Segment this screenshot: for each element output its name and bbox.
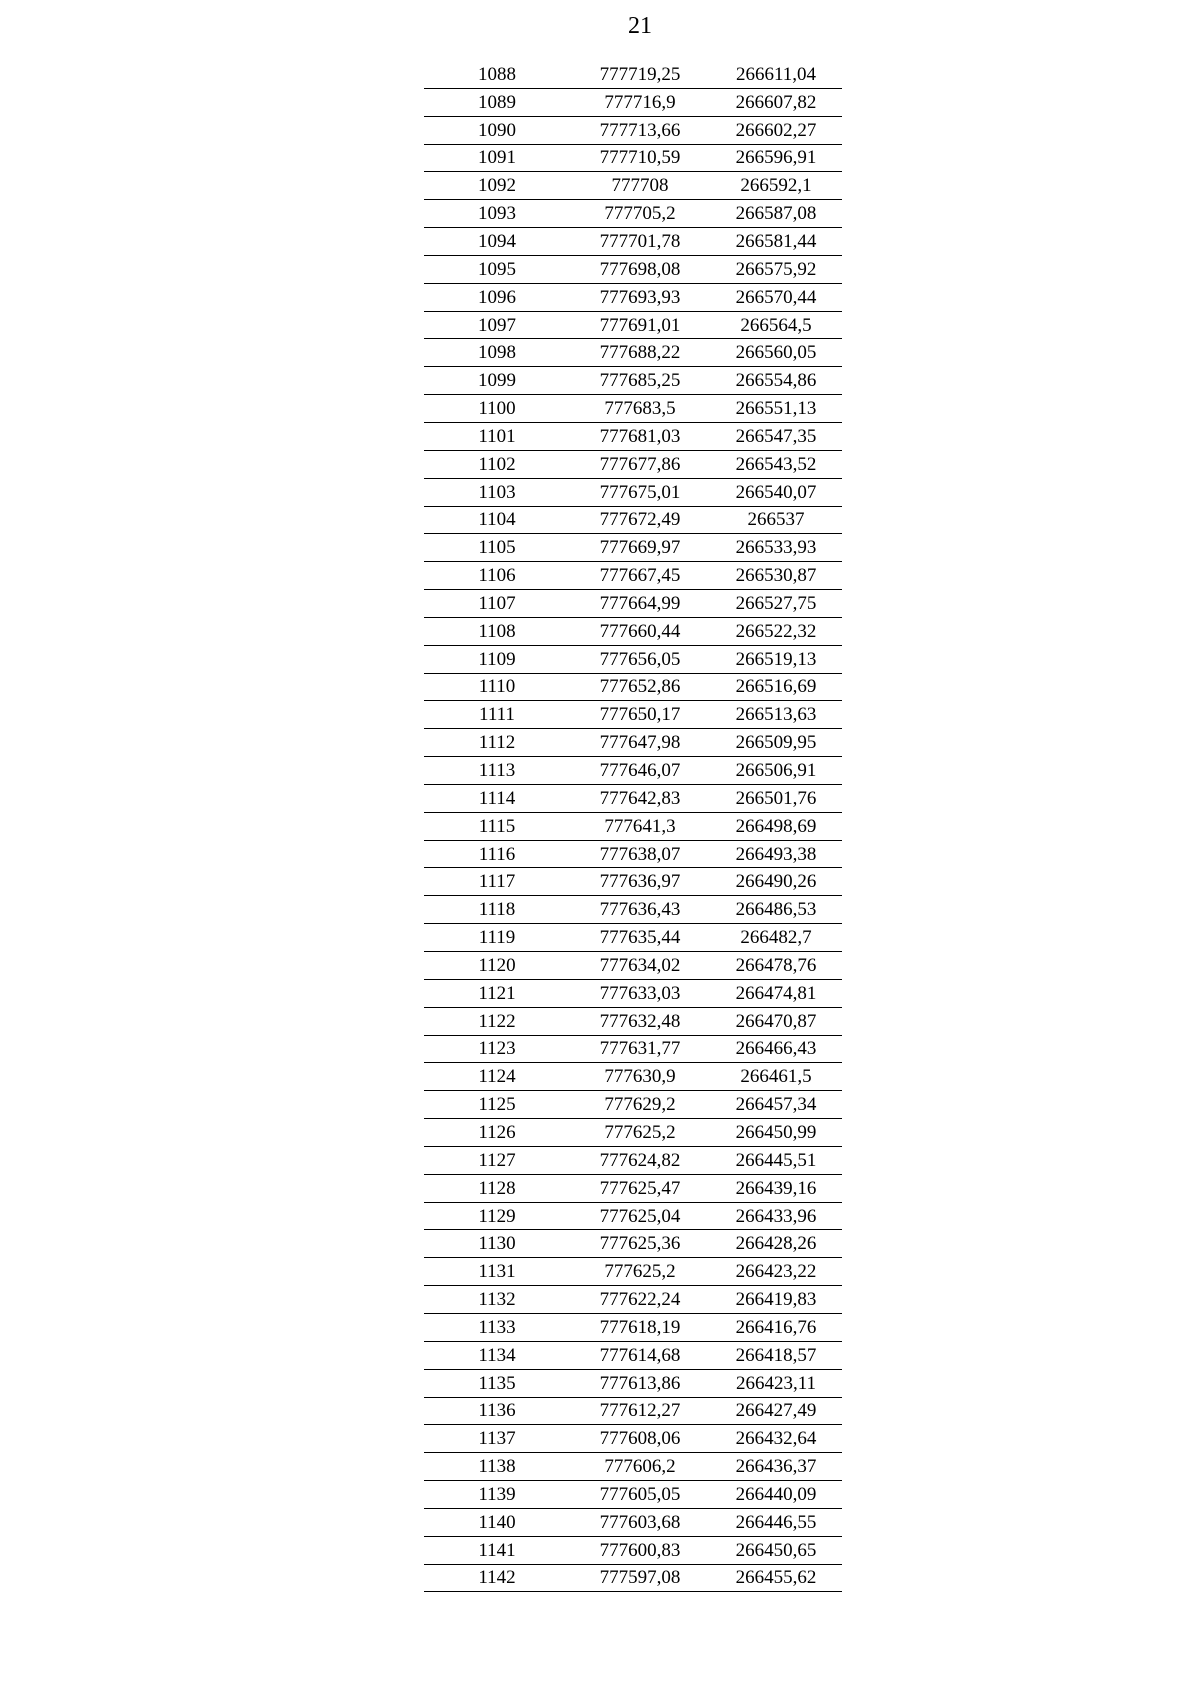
point-number-cell: 1140	[424, 1508, 570, 1536]
y-coordinate-cell: 266470,87	[710, 1007, 842, 1035]
table-row	[424, 673, 842, 701]
x-coordinate-cell: 777708	[570, 172, 710, 200]
point-number-cell: 1103	[424, 478, 570, 506]
point-number-cell: 1127	[424, 1146, 570, 1174]
coordinates-table	[424, 61, 842, 1592]
point-number-cell: 1126	[424, 1119, 570, 1147]
table-row	[424, 784, 842, 812]
y-coordinate-cell: 266418,57	[710, 1341, 842, 1369]
point-number-cell: 1142	[424, 1564, 570, 1592]
point-number-cell: 1131	[424, 1258, 570, 1286]
y-coordinate-cell: 266587,08	[710, 200, 842, 228]
y-coordinate-cell: 266537	[710, 506, 842, 534]
table-row	[424, 311, 842, 339]
table-row	[424, 701, 842, 729]
point-number-cell: 1092	[424, 172, 570, 200]
point-number-cell: 1135	[424, 1369, 570, 1397]
y-coordinate-cell: 266581,44	[710, 228, 842, 256]
x-coordinate-cell: 777656,05	[570, 645, 710, 673]
table-row	[424, 868, 842, 896]
x-coordinate-cell: 777664,99	[570, 590, 710, 618]
table-row	[424, 1063, 842, 1091]
point-number-cell: 1109	[424, 645, 570, 673]
y-coordinate-cell: 266506,91	[710, 757, 842, 785]
x-coordinate-cell: 777713,66	[570, 116, 710, 144]
point-number-cell: 1105	[424, 534, 570, 562]
y-coordinate-cell: 266445,51	[710, 1146, 842, 1174]
y-coordinate-cell: 266575,92	[710, 255, 842, 283]
y-coordinate-cell: 266501,76	[710, 784, 842, 812]
table-row	[424, 590, 842, 618]
point-number-cell: 1118	[424, 896, 570, 924]
x-coordinate-cell: 777691,01	[570, 311, 710, 339]
page-number: 21	[628, 13, 652, 39]
y-coordinate-cell: 266427,49	[710, 1397, 842, 1425]
point-number-cell: 1123	[424, 1035, 570, 1063]
y-coordinate-cell: 266530,87	[710, 562, 842, 590]
y-coordinate-cell: 266611,04	[710, 61, 842, 88]
x-coordinate-cell: 777716,9	[570, 88, 710, 116]
y-coordinate-cell: 266522,32	[710, 617, 842, 645]
y-coordinate-cell: 266543,52	[710, 450, 842, 478]
table-row	[424, 1035, 842, 1063]
x-coordinate-cell: 777634,02	[570, 952, 710, 980]
table-row	[424, 1202, 842, 1230]
table-row	[424, 896, 842, 924]
x-coordinate-cell: 777636,43	[570, 896, 710, 924]
point-number-cell: 1130	[424, 1230, 570, 1258]
x-coordinate-cell: 777698,08	[570, 255, 710, 283]
table-row	[424, 1481, 842, 1509]
y-coordinate-cell: 266423,22	[710, 1258, 842, 1286]
x-coordinate-cell: 777701,78	[570, 228, 710, 256]
table-row	[424, 1564, 842, 1592]
y-coordinate-cell: 266486,53	[710, 896, 842, 924]
table-row	[424, 952, 842, 980]
x-coordinate-cell: 777636,97	[570, 868, 710, 896]
point-number-cell: 1122	[424, 1007, 570, 1035]
point-number-cell: 1132	[424, 1286, 570, 1314]
x-coordinate-cell: 777705,2	[570, 200, 710, 228]
table-row	[424, 729, 842, 757]
table-row	[424, 617, 842, 645]
point-number-cell: 1106	[424, 562, 570, 590]
table-row	[424, 1369, 842, 1397]
point-number-cell: 1129	[424, 1202, 570, 1230]
y-coordinate-cell: 266516,69	[710, 673, 842, 701]
y-coordinate-cell: 266560,05	[710, 339, 842, 367]
x-coordinate-cell: 777683,5	[570, 395, 710, 423]
point-number-cell: 1100	[424, 395, 570, 423]
x-coordinate-cell: 777685,25	[570, 367, 710, 395]
x-coordinate-cell: 777642,83	[570, 784, 710, 812]
table-row	[424, 812, 842, 840]
table-row	[424, 1007, 842, 1035]
y-coordinate-cell: 266554,86	[710, 367, 842, 395]
table-row	[424, 1341, 842, 1369]
point-number-cell: 1102	[424, 450, 570, 478]
point-number-cell: 1104	[424, 506, 570, 534]
point-number-cell: 1116	[424, 840, 570, 868]
point-number-cell: 1095	[424, 255, 570, 283]
point-number-cell: 1121	[424, 979, 570, 1007]
y-coordinate-cell: 266493,38	[710, 840, 842, 868]
point-number-cell: 1089	[424, 88, 570, 116]
x-coordinate-cell: 777625,2	[570, 1258, 710, 1286]
table-row	[424, 144, 842, 172]
x-coordinate-cell: 777681,03	[570, 422, 710, 450]
y-coordinate-cell: 266439,16	[710, 1174, 842, 1202]
table-row	[424, 61, 842, 88]
y-coordinate-cell: 266457,34	[710, 1091, 842, 1119]
x-coordinate-cell: 777669,97	[570, 534, 710, 562]
table-row	[424, 924, 842, 952]
y-coordinate-cell: 266547,35	[710, 422, 842, 450]
table-row	[424, 478, 842, 506]
x-coordinate-cell: 777624,82	[570, 1146, 710, 1174]
y-coordinate-cell: 266570,44	[710, 283, 842, 311]
point-number-cell: 1097	[424, 311, 570, 339]
y-coordinate-cell: 266450,65	[710, 1536, 842, 1564]
y-coordinate-cell: 266596,91	[710, 144, 842, 172]
x-coordinate-cell: 777622,24	[570, 1286, 710, 1314]
table-row	[424, 1119, 842, 1147]
y-coordinate-cell: 266433,96	[710, 1202, 842, 1230]
table-row	[424, 116, 842, 144]
x-coordinate-cell: 777597,08	[570, 1564, 710, 1592]
y-coordinate-cell: 266455,62	[710, 1564, 842, 1592]
y-coordinate-cell: 266551,13	[710, 395, 842, 423]
point-number-cell: 1112	[424, 729, 570, 757]
x-coordinate-cell: 777646,07	[570, 757, 710, 785]
table-row	[424, 200, 842, 228]
y-coordinate-cell: 266423,11	[710, 1369, 842, 1397]
point-number-cell: 1120	[424, 952, 570, 980]
table-row	[424, 1425, 842, 1453]
table-row	[424, 1091, 842, 1119]
point-number-cell: 1107	[424, 590, 570, 618]
x-coordinate-cell: 777647,98	[570, 729, 710, 757]
table-row	[424, 1146, 842, 1174]
x-coordinate-cell: 777612,27	[570, 1397, 710, 1425]
x-coordinate-cell: 777629,2	[570, 1091, 710, 1119]
point-number-cell: 1125	[424, 1091, 570, 1119]
x-coordinate-cell: 777600,83	[570, 1536, 710, 1564]
y-coordinate-cell: 266446,55	[710, 1508, 842, 1536]
table-row	[424, 88, 842, 116]
point-number-cell: 1096	[424, 283, 570, 311]
point-number-cell: 1101	[424, 422, 570, 450]
y-coordinate-cell: 266436,37	[710, 1453, 842, 1481]
x-coordinate-cell: 777618,19	[570, 1313, 710, 1341]
x-coordinate-cell: 777667,45	[570, 562, 710, 590]
point-number-cell: 1134	[424, 1341, 570, 1369]
table-row	[424, 1313, 842, 1341]
table-row	[424, 562, 842, 590]
y-coordinate-cell: 266419,83	[710, 1286, 842, 1314]
x-coordinate-cell: 777675,01	[570, 478, 710, 506]
y-coordinate-cell: 266527,75	[710, 590, 842, 618]
x-coordinate-cell: 777613,86	[570, 1369, 710, 1397]
x-coordinate-cell: 777719,25	[570, 61, 710, 88]
x-coordinate-cell: 777625,2	[570, 1119, 710, 1147]
y-coordinate-cell: 266498,69	[710, 812, 842, 840]
table-row	[424, 1397, 842, 1425]
table-row	[424, 228, 842, 256]
point-number-cell: 1138	[424, 1453, 570, 1481]
x-coordinate-cell: 777608,06	[570, 1425, 710, 1453]
y-coordinate-cell: 266474,81	[710, 979, 842, 1007]
table-row	[424, 757, 842, 785]
table-row	[424, 1453, 842, 1481]
y-coordinate-cell: 266533,93	[710, 534, 842, 562]
x-coordinate-cell: 777710,59	[570, 144, 710, 172]
y-coordinate-cell: 266478,76	[710, 952, 842, 980]
table-row	[424, 367, 842, 395]
table-row	[424, 395, 842, 423]
y-coordinate-cell: 266461,5	[710, 1063, 842, 1091]
y-coordinate-cell: 266564,5	[710, 311, 842, 339]
point-number-cell: 1137	[424, 1425, 570, 1453]
x-coordinate-cell: 777614,68	[570, 1341, 710, 1369]
table-row	[424, 450, 842, 478]
y-coordinate-cell: 266607,82	[710, 88, 842, 116]
point-number-cell: 1088	[424, 61, 570, 88]
point-number-cell: 1091	[424, 144, 570, 172]
table-row	[424, 1536, 842, 1564]
x-coordinate-cell: 777677,86	[570, 450, 710, 478]
table-row	[424, 979, 842, 1007]
table-row	[424, 1286, 842, 1314]
table-row	[424, 255, 842, 283]
table-row	[424, 339, 842, 367]
point-number-cell: 1094	[424, 228, 570, 256]
table-row	[424, 1174, 842, 1202]
x-coordinate-cell: 777632,48	[570, 1007, 710, 1035]
x-coordinate-cell: 777633,03	[570, 979, 710, 1007]
table-row	[424, 1258, 842, 1286]
x-coordinate-cell: 777625,36	[570, 1230, 710, 1258]
x-coordinate-cell: 777641,3	[570, 812, 710, 840]
y-coordinate-cell: 266440,09	[710, 1481, 842, 1509]
x-coordinate-cell: 777638,07	[570, 840, 710, 868]
point-number-cell: 1119	[424, 924, 570, 952]
table-row	[424, 534, 842, 562]
y-coordinate-cell: 266540,07	[710, 478, 842, 506]
point-number-cell: 1115	[424, 812, 570, 840]
point-number-cell: 1117	[424, 868, 570, 896]
point-number-cell: 1090	[424, 116, 570, 144]
table-row	[424, 283, 842, 311]
table-row	[424, 840, 842, 868]
point-number-cell: 1141	[424, 1536, 570, 1564]
y-coordinate-cell: 266509,95	[710, 729, 842, 757]
x-coordinate-cell: 777635,44	[570, 924, 710, 952]
x-coordinate-cell: 777625,47	[570, 1174, 710, 1202]
y-coordinate-cell: 266416,76	[710, 1313, 842, 1341]
point-number-cell: 1136	[424, 1397, 570, 1425]
table-row	[424, 1230, 842, 1258]
y-coordinate-cell: 266432,64	[710, 1425, 842, 1453]
x-coordinate-cell: 777688,22	[570, 339, 710, 367]
point-number-cell: 1099	[424, 367, 570, 395]
y-coordinate-cell: 266602,27	[710, 116, 842, 144]
x-coordinate-cell: 777693,93	[570, 283, 710, 311]
x-coordinate-cell: 777672,49	[570, 506, 710, 534]
y-coordinate-cell: 266513,63	[710, 701, 842, 729]
x-coordinate-cell: 777660,44	[570, 617, 710, 645]
point-number-cell: 1108	[424, 617, 570, 645]
y-coordinate-cell: 266490,26	[710, 868, 842, 896]
y-coordinate-cell: 266519,13	[710, 645, 842, 673]
y-coordinate-cell: 266450,99	[710, 1119, 842, 1147]
x-coordinate-cell: 777631,77	[570, 1035, 710, 1063]
x-coordinate-cell: 777606,2	[570, 1453, 710, 1481]
x-coordinate-cell: 777625,04	[570, 1202, 710, 1230]
point-number-cell: 1113	[424, 757, 570, 785]
coordinates-table-body	[424, 61, 842, 1592]
x-coordinate-cell: 777650,17	[570, 701, 710, 729]
table-row	[424, 645, 842, 673]
point-number-cell: 1133	[424, 1313, 570, 1341]
point-number-cell: 1098	[424, 339, 570, 367]
point-number-cell: 1110	[424, 673, 570, 701]
x-coordinate-cell: 777652,86	[570, 673, 710, 701]
table-row	[424, 172, 842, 200]
table-row	[424, 1508, 842, 1536]
point-number-cell: 1111	[424, 701, 570, 729]
point-number-cell: 1114	[424, 784, 570, 812]
point-number-cell: 1093	[424, 200, 570, 228]
y-coordinate-cell: 266428,26	[710, 1230, 842, 1258]
table-row	[424, 422, 842, 450]
point-number-cell: 1124	[424, 1063, 570, 1091]
x-coordinate-cell: 777605,05	[570, 1481, 710, 1509]
y-coordinate-cell: 266482,7	[710, 924, 842, 952]
x-coordinate-cell: 777630,9	[570, 1063, 710, 1091]
y-coordinate-cell: 266466,43	[710, 1035, 842, 1063]
point-number-cell: 1139	[424, 1481, 570, 1509]
table-row	[424, 506, 842, 534]
y-coordinate-cell: 266592,1	[710, 172, 842, 200]
point-number-cell: 1128	[424, 1174, 570, 1202]
x-coordinate-cell: 777603,68	[570, 1508, 710, 1536]
